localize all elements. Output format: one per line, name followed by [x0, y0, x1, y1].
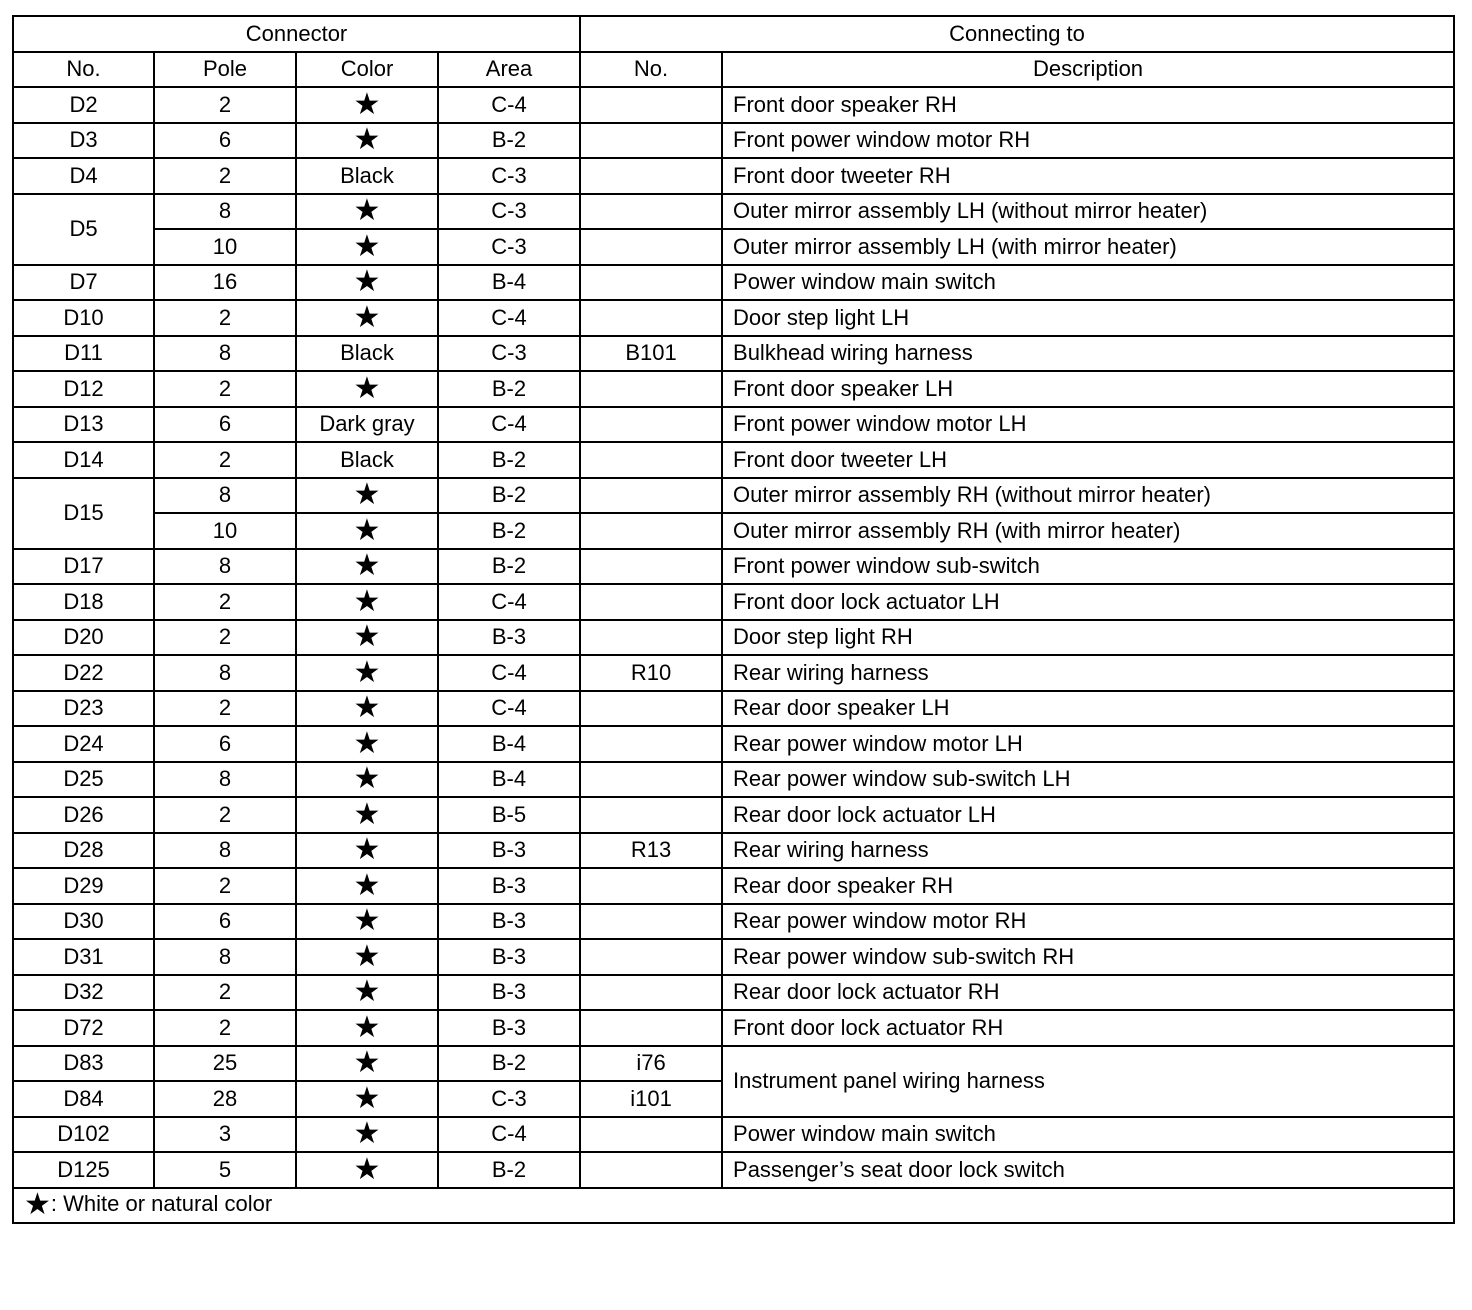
- pole-cell: 2: [154, 87, 296, 123]
- connecting-no-cell: [580, 1152, 722, 1188]
- pole-cell: 8: [154, 336, 296, 372]
- connecting-no-cell: [580, 584, 722, 620]
- description-cell: Rear power window motor RH: [722, 904, 1454, 940]
- legend: [13, 1188, 1454, 1224]
- column-header-pole: Pole: [154, 52, 296, 88]
- color-star-icon: ★: [296, 513, 438, 549]
- color-cell: Black: [296, 158, 438, 194]
- connecting-no-cell: [580, 549, 722, 585]
- pole-cell: 8: [154, 939, 296, 975]
- color-star-icon: ★: [296, 726, 438, 762]
- color-star-icon: ★: [296, 762, 438, 798]
- connector-no-cell: D14: [13, 442, 154, 478]
- pole-cell: 2: [154, 584, 296, 620]
- table-row: [13, 762, 1454, 798]
- connecting-no-cell: [580, 407, 722, 443]
- table-row: [13, 336, 1454, 372]
- table-row: [13, 442, 1454, 478]
- connecting-no-cell: R13: [580, 833, 722, 869]
- connector-no-cell: D83: [13, 1046, 154, 1082]
- area-cell: B-4: [438, 762, 580, 798]
- connector-no-cell: D28: [13, 833, 154, 869]
- table-row: [13, 726, 1454, 762]
- color-star-icon: ★: [296, 1081, 438, 1117]
- connecting-no-cell: [580, 87, 722, 123]
- connector-no-cell: D25: [13, 762, 154, 798]
- pole-cell: 6: [154, 726, 296, 762]
- area-cell: C-4: [438, 691, 580, 727]
- star-icon: ★: [24, 1188, 51, 1222]
- area-cell: B-2: [438, 549, 580, 585]
- description-cell: Power window main switch: [722, 1117, 1454, 1153]
- table-row: [13, 1010, 1454, 1046]
- connector-no-cell: D22: [13, 655, 154, 691]
- description-cell: Front power window motor LH: [722, 407, 1454, 443]
- color-star-icon: ★: [296, 300, 438, 336]
- area-cell: C-4: [438, 87, 580, 123]
- area-cell: B-3: [438, 620, 580, 656]
- connecting-no-cell: [580, 904, 722, 940]
- legend-text: : White or natural color: [50, 1191, 273, 1217]
- connector-no-cell: D32: [13, 975, 154, 1011]
- connecting-no-cell: [580, 1117, 722, 1153]
- area-cell: C-3: [438, 158, 580, 194]
- connector-no-cell: D102: [13, 1117, 154, 1153]
- connecting-no-cell: i101: [580, 1081, 722, 1117]
- table-row: [13, 584, 1454, 620]
- color-star-icon: ★: [296, 265, 438, 301]
- table-row: [13, 300, 1454, 336]
- connector-no-cell: D10: [13, 300, 154, 336]
- area-cell: B-3: [438, 1010, 580, 1046]
- description-cell: Front door tweeter RH: [722, 158, 1454, 194]
- table-row: [13, 620, 1454, 656]
- description-cell: Front door speaker RH: [722, 87, 1454, 123]
- area-cell: B-2: [438, 371, 580, 407]
- area-cell: C-4: [438, 407, 580, 443]
- color-star-icon: ★: [296, 549, 438, 585]
- connecting-no-cell: [580, 194, 722, 230]
- column-header-area: Area: [438, 52, 580, 88]
- connecting-no-cell: [580, 868, 722, 904]
- description-cell: Rear power window sub-switch RH: [722, 939, 1454, 975]
- area-cell: B-2: [438, 123, 580, 159]
- connector-no-cell: D13: [13, 407, 154, 443]
- description-cell: Instrument panel wiring harness: [722, 1046, 1454, 1117]
- pole-cell: 8: [154, 762, 296, 798]
- color-star-icon: ★: [296, 584, 438, 620]
- area-cell: B-3: [438, 939, 580, 975]
- connector-no-cell: D26: [13, 797, 154, 833]
- pole-cell: 10: [154, 229, 296, 265]
- area-cell: C-3: [438, 194, 580, 230]
- pole-cell: 8: [154, 478, 296, 514]
- pole-cell: 3: [154, 1117, 296, 1153]
- area-cell: C-4: [438, 584, 580, 620]
- color-star-icon: ★: [296, 868, 438, 904]
- connector-no-cell: D12: [13, 371, 154, 407]
- table-row: [13, 123, 1454, 159]
- description-cell: Rear wiring harness: [722, 833, 1454, 869]
- description-cell: Rear power window sub-switch LH: [722, 762, 1454, 798]
- connecting-no-cell: [580, 975, 722, 1011]
- connecting-no-cell: [580, 797, 722, 833]
- table-row: [13, 1046, 1454, 1082]
- pole-cell: 8: [154, 549, 296, 585]
- table-row: [13, 833, 1454, 869]
- connector-no-cell: D29: [13, 868, 154, 904]
- area-cell: B-5: [438, 797, 580, 833]
- connector-no-cell: D84: [13, 1081, 154, 1117]
- pole-cell: 25: [154, 1046, 296, 1082]
- area-cell: B-2: [438, 478, 580, 514]
- area-cell: B-4: [438, 265, 580, 301]
- connector-no-cell: D72: [13, 1010, 154, 1046]
- color-star-icon: ★: [296, 975, 438, 1011]
- connecting-to-group-header: Connecting to: [580, 16, 1454, 52]
- header-row-group: [13, 16, 1454, 52]
- connector-no-cell: D23: [13, 691, 154, 727]
- description-cell: Front door tweeter LH: [722, 442, 1454, 478]
- connecting-no-cell: [580, 726, 722, 762]
- color-cell: Dark gray: [296, 407, 438, 443]
- connector-no-cell: D24: [13, 726, 154, 762]
- pole-cell: 2: [154, 975, 296, 1011]
- connector-no-cell: D30: [13, 904, 154, 940]
- pole-cell: 6: [154, 123, 296, 159]
- table-row: [13, 868, 1454, 904]
- connector-no-cell: D4: [13, 158, 154, 194]
- pole-cell: 2: [154, 442, 296, 478]
- connector-no-cell: D18: [13, 584, 154, 620]
- description-cell: Outer mirror assembly LH (without mirror heater): [722, 194, 1454, 230]
- connecting-no-cell: [580, 939, 722, 975]
- description-cell: Outer mirror assembly RH (with mirror heater): [722, 513, 1454, 549]
- color-cell: Black: [296, 336, 438, 372]
- connecting-no-cell: [580, 300, 722, 336]
- description-cell: Front power window sub-switch: [722, 549, 1454, 585]
- table-row: [13, 1152, 1454, 1188]
- table-row: [13, 87, 1454, 123]
- pole-cell: 10: [154, 513, 296, 549]
- pole-cell: 8: [154, 655, 296, 691]
- connecting-no-cell: i76: [580, 1046, 722, 1082]
- color-star-icon: ★: [296, 478, 438, 514]
- description-cell: Outer mirror assembly RH (without mirror heater): [722, 478, 1454, 514]
- pole-cell: 2: [154, 158, 296, 194]
- color-star-icon: ★: [296, 1010, 438, 1046]
- description-cell: Door step light RH: [722, 620, 1454, 656]
- connecting-no-cell: [580, 691, 722, 727]
- color-star-icon: ★: [296, 691, 438, 727]
- area-cell: B-4: [438, 726, 580, 762]
- color-star-icon: ★: [296, 123, 438, 159]
- column-header-description: Description: [722, 52, 1454, 88]
- connecting-no-cell: [580, 229, 722, 265]
- area-cell: B-3: [438, 975, 580, 1011]
- color-star-icon: ★: [296, 1117, 438, 1153]
- area-cell: B-3: [438, 904, 580, 940]
- connector-no-cell: D5: [13, 194, 154, 265]
- column-header-to-no: No.: [580, 52, 722, 88]
- connecting-no-cell: [580, 442, 722, 478]
- description-cell: Passenger’s seat door lock switch: [722, 1152, 1454, 1188]
- color-star-icon: ★: [296, 904, 438, 940]
- table-row: [13, 407, 1454, 443]
- connector-table: [12, 15, 1455, 1224]
- table-row: [13, 975, 1454, 1011]
- description-cell: Rear door lock actuator RH: [722, 975, 1454, 1011]
- color-star-icon: ★: [296, 87, 438, 123]
- area-cell: C-3: [438, 1081, 580, 1117]
- color-star-icon: ★: [296, 833, 438, 869]
- connecting-no-cell: [580, 1010, 722, 1046]
- description-cell: Door step light LH: [722, 300, 1454, 336]
- column-header-no: No.: [13, 52, 154, 88]
- area-cell: B-2: [438, 1152, 580, 1188]
- area-cell: C-3: [438, 229, 580, 265]
- connector-no-cell: D20: [13, 620, 154, 656]
- legend-row: [13, 1188, 1454, 1224]
- table-row: [13, 229, 1454, 265]
- description-cell: Front door lock actuator LH: [722, 584, 1454, 620]
- table-row: [13, 194, 1454, 230]
- pole-cell: 16: [154, 265, 296, 301]
- color-star-icon: ★: [296, 371, 438, 407]
- table-row: [13, 158, 1454, 194]
- table-row: [13, 797, 1454, 833]
- connecting-no-cell: [580, 513, 722, 549]
- connecting-no-cell: [580, 762, 722, 798]
- description-cell: Front door speaker LH: [722, 371, 1454, 407]
- connector-group-header: Connector: [13, 16, 580, 52]
- color-star-icon: ★: [296, 939, 438, 975]
- connecting-no-cell: [580, 371, 722, 407]
- color-star-icon: ★: [296, 797, 438, 833]
- description-cell: Rear door speaker LH: [722, 691, 1454, 727]
- pole-cell: 5: [154, 1152, 296, 1188]
- pole-cell: 2: [154, 691, 296, 727]
- connecting-no-cell: [580, 158, 722, 194]
- connecting-no-cell: [580, 265, 722, 301]
- connecting-no-cell: [580, 123, 722, 159]
- pole-cell: 2: [154, 620, 296, 656]
- column-header-color: Color: [296, 52, 438, 88]
- pole-cell: 6: [154, 407, 296, 443]
- connector-no-cell: D17: [13, 549, 154, 585]
- pole-cell: 2: [154, 868, 296, 904]
- connector-no-cell: D7: [13, 265, 154, 301]
- area-cell: C-3: [438, 336, 580, 372]
- area-cell: C-4: [438, 655, 580, 691]
- area-cell: B-2: [438, 513, 580, 549]
- pole-cell: 28: [154, 1081, 296, 1117]
- table-row: [13, 939, 1454, 975]
- description-cell: Rear wiring harness: [722, 655, 1454, 691]
- table-row: [13, 371, 1454, 407]
- connector-no-cell: D11: [13, 336, 154, 372]
- area-cell: B-3: [438, 868, 580, 904]
- description-cell: Bulkhead wiring harness: [722, 336, 1454, 372]
- pole-cell: 2: [154, 371, 296, 407]
- table-row: [13, 478, 1454, 514]
- area-cell: C-4: [438, 300, 580, 336]
- header-row-columns: [13, 52, 1454, 88]
- table-row: [13, 513, 1454, 549]
- area-cell: B-2: [438, 1046, 580, 1082]
- area-cell: B-2: [438, 442, 580, 478]
- description-cell: Power window main switch: [722, 265, 1454, 301]
- description-cell: Outer mirror assembly LH (with mirror heater): [722, 229, 1454, 265]
- connector-no-cell: D125: [13, 1152, 154, 1188]
- color-star-icon: ★: [296, 1046, 438, 1082]
- connector-no-cell: D31: [13, 939, 154, 975]
- description-cell: Rear door lock actuator LH: [722, 797, 1454, 833]
- pole-cell: 6: [154, 904, 296, 940]
- area-cell: B-3: [438, 833, 580, 869]
- pole-cell: 2: [154, 797, 296, 833]
- pole-cell: 2: [154, 1010, 296, 1046]
- table-row: [13, 904, 1454, 940]
- color-star-icon: ★: [296, 194, 438, 230]
- connector-no-cell: D2: [13, 87, 154, 123]
- color-star-icon: ★: [296, 620, 438, 656]
- description-cell: Rear door speaker RH: [722, 868, 1454, 904]
- description-cell: Rear power window motor LH: [722, 726, 1454, 762]
- connecting-no-cell: R10: [580, 655, 722, 691]
- table-row: [13, 655, 1454, 691]
- color-cell: Black: [296, 442, 438, 478]
- table-row: [13, 1117, 1454, 1153]
- connector-no-cell: D15: [13, 478, 154, 549]
- connecting-no-cell: [580, 478, 722, 514]
- pole-cell: 8: [154, 833, 296, 869]
- table-row: [13, 691, 1454, 727]
- table-row: [13, 265, 1454, 301]
- description-cell: Front door lock actuator RH: [722, 1010, 1454, 1046]
- connector-no-cell: D3: [13, 123, 154, 159]
- color-star-icon: ★: [296, 655, 438, 691]
- area-cell: C-4: [438, 1117, 580, 1153]
- description-cell: Front power window motor RH: [722, 123, 1454, 159]
- table-row: [13, 549, 1454, 585]
- connecting-no-cell: B101: [580, 336, 722, 372]
- color-star-icon: ★: [296, 1152, 438, 1188]
- connecting-no-cell: [580, 620, 722, 656]
- color-star-icon: ★: [296, 229, 438, 265]
- pole-cell: 2: [154, 300, 296, 336]
- pole-cell: 8: [154, 194, 296, 230]
